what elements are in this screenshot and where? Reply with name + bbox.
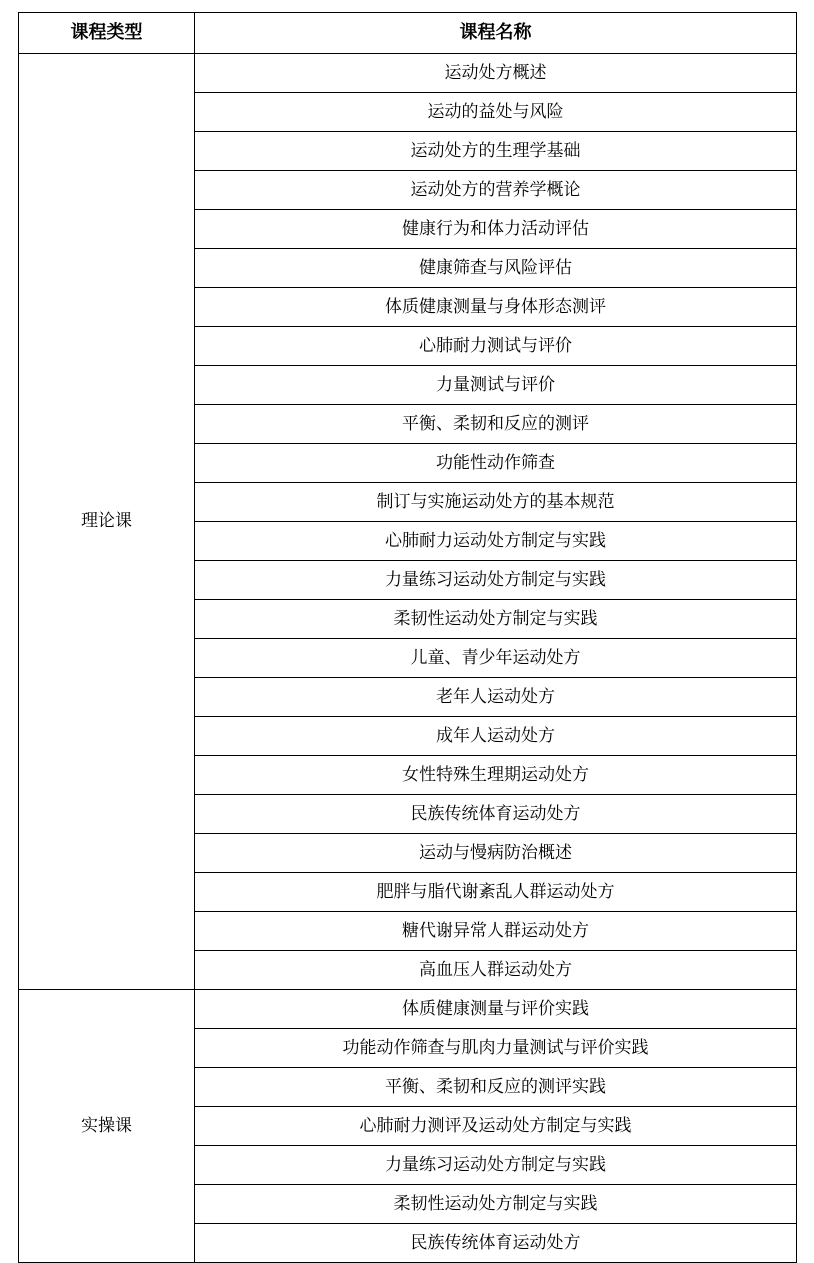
course-name-cell: 女性特殊生理期运动处方 xyxy=(195,756,797,795)
course-name-cell: 体质健康测量与身体形态测评 xyxy=(195,288,797,327)
course-name-cell: 民族传统体育运动处方 xyxy=(195,795,797,834)
course-name-cell: 功能性动作筛查 xyxy=(195,444,797,483)
course-table xyxy=(18,12,797,1263)
course-name-cell: 力量测试与评价 xyxy=(195,366,797,405)
table-body xyxy=(19,54,797,1263)
course-name-cell: 肥胖与脂代谢紊乱人群运动处方 xyxy=(195,873,797,912)
course-name-cell: 运动处方概述 xyxy=(195,54,797,93)
course-name-cell: 柔韧性运动处方制定与实践 xyxy=(195,1185,797,1224)
course-name-cell: 力量练习运动处方制定与实践 xyxy=(195,561,797,600)
course-name-cell: 心肺耐力测试与评价 xyxy=(195,327,797,366)
column-header-course-name: 课程名称 xyxy=(195,13,797,54)
course-name-cell: 健康筛查与风险评估 xyxy=(195,249,797,288)
column-header-course-type: 课程类型 xyxy=(19,13,195,54)
course-name-cell: 心肺耐力测评及运动处方制定与实践 xyxy=(195,1107,797,1146)
course-name-cell: 体质健康测量与评价实践 xyxy=(195,990,797,1029)
course-name-cell: 高血压人群运动处方 xyxy=(195,951,797,990)
course-name-cell: 平衡、柔韧和反应的测评实践 xyxy=(195,1068,797,1107)
course-name-cell: 儿童、青少年运动处方 xyxy=(195,639,797,678)
course-name-cell: 柔韧性运动处方制定与实践 xyxy=(195,600,797,639)
course-name-cell: 功能动作筛查与肌肉力量测试与评价实践 xyxy=(195,1029,797,1068)
table-header-row xyxy=(19,13,797,54)
table-header xyxy=(19,13,797,54)
course-name-cell: 健康行为和体力活动评估 xyxy=(195,210,797,249)
course-name-cell: 成年人运动处方 xyxy=(195,717,797,756)
course-name-cell: 力量练习运动处方制定与实践 xyxy=(195,1146,797,1185)
course-type-cell: 理论课 xyxy=(19,54,195,990)
course-name-cell: 运动处方的生理学基础 xyxy=(195,132,797,171)
course-name-cell: 糖代谢异常人群运动处方 xyxy=(195,912,797,951)
course-name-cell: 平衡、柔韧和反应的测评 xyxy=(195,405,797,444)
course-name-cell: 运动处方的营养学概论 xyxy=(195,171,797,210)
course-name-cell: 制订与实施运动处方的基本规范 xyxy=(195,483,797,522)
course-name-cell: 运动与慢病防治概述 xyxy=(195,834,797,873)
course-name-cell: 心肺耐力运动处方制定与实践 xyxy=(195,522,797,561)
course-type-cell: 实操课 xyxy=(19,990,195,1263)
table-row xyxy=(19,54,797,93)
course-name-cell: 运动的益处与风险 xyxy=(195,93,797,132)
table-row xyxy=(19,990,797,1029)
course-name-cell: 民族传统体育运动处方 xyxy=(195,1224,797,1263)
course-name-cell: 老年人运动处方 xyxy=(195,678,797,717)
